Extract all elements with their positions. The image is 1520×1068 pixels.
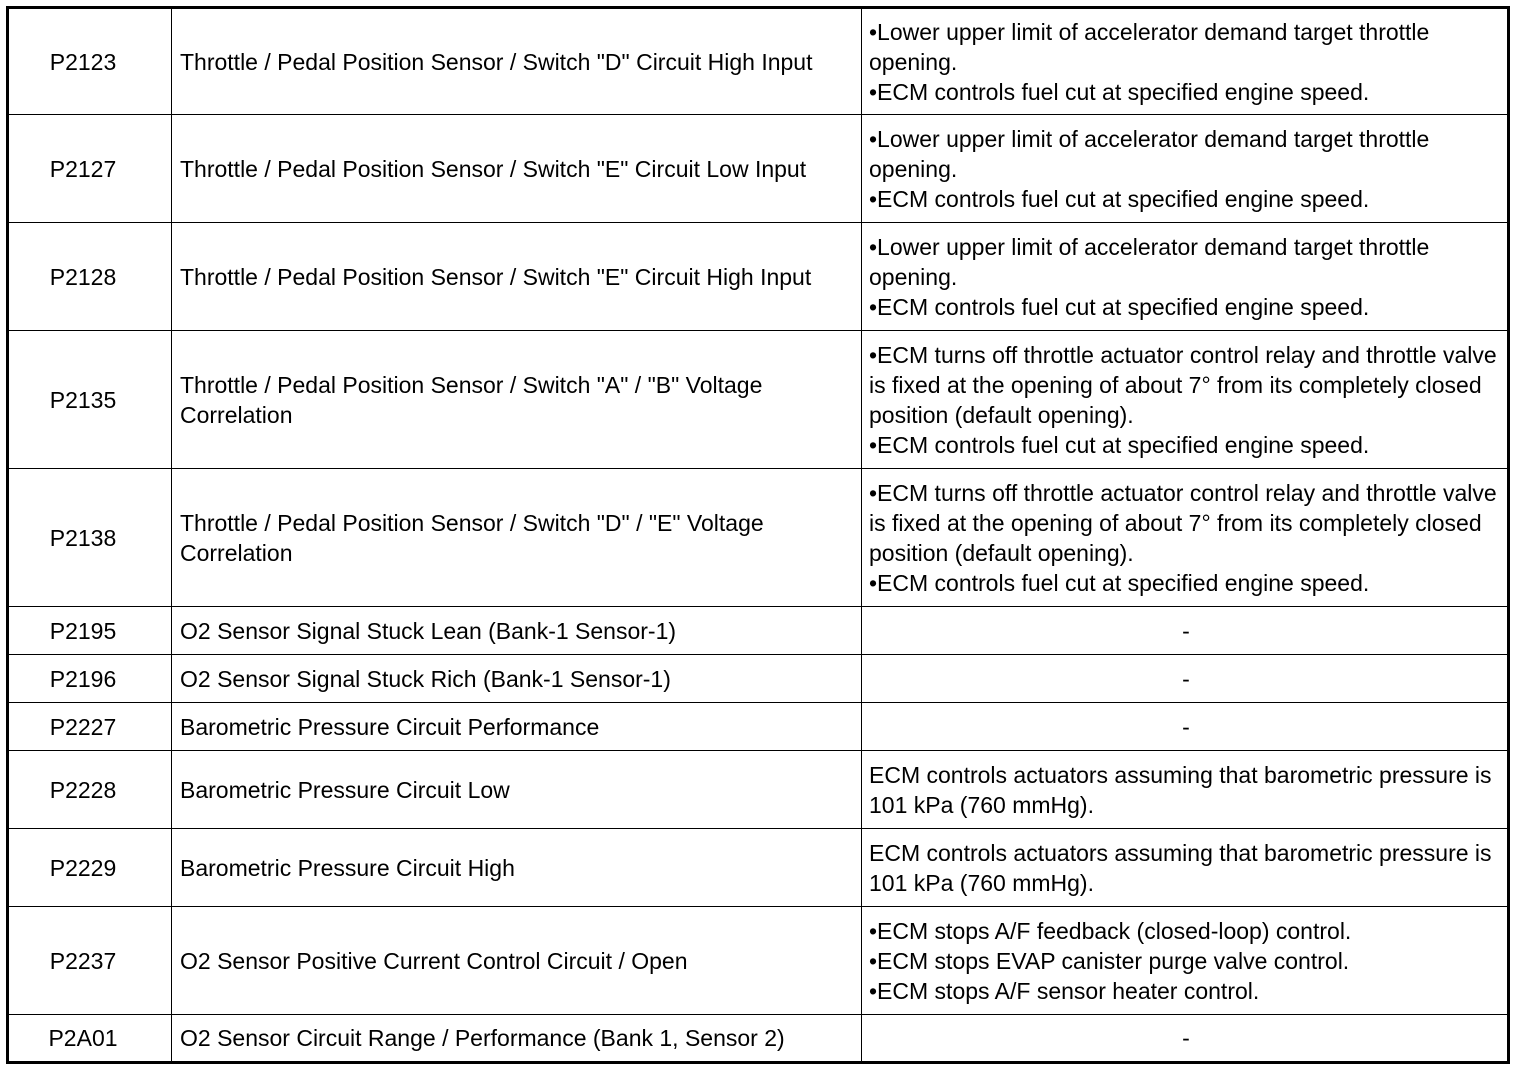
dtc-description-cell: O2 Sensor Signal Stuck Rich (Bank-1 Sensor-1) xyxy=(172,655,862,703)
fail-safe-action-line: •Lower upper limit of accelerator demand target throttle opening. xyxy=(869,125,1430,182)
fail-safe-action-cell xyxy=(862,829,1509,907)
fail-safe-action-line: •ECM turns off throttle actuator control relay and throttle valve is fixed at the opening of about 7° from its completely closed position (default opening). xyxy=(869,479,1497,566)
fail-safe-action-line: •Lower upper limit of accelerator demand target throttle opening. xyxy=(869,18,1430,75)
fail-safe-action-line: - xyxy=(1182,665,1190,692)
fail-safe-action-line: •ECM controls fuel cut at specified engine speed. xyxy=(869,293,1370,320)
dtc-description-cell: O2 Sensor Circuit Range / Performance (Bank 1, Sensor 2) xyxy=(172,1015,862,1063)
fail-safe-action-line: •ECM controls fuel cut at specified engine speed. xyxy=(869,431,1370,458)
dtc-code-cell: P2138 xyxy=(8,469,172,607)
fail-safe-action-cell xyxy=(862,703,1509,751)
dtc-description-cell: Barometric Pressure Circuit Low xyxy=(172,751,862,829)
table-row xyxy=(8,8,1509,115)
fail-safe-action-cell xyxy=(862,907,1509,1015)
fail-safe-action-cell xyxy=(862,223,1509,331)
dtc-code-cell: P2227 xyxy=(8,703,172,751)
table-row xyxy=(8,223,1509,331)
table-row xyxy=(8,469,1509,607)
fail-safe-action-line: •ECM turns off throttle actuator control relay and throttle valve is fixed at the opening of about 7° from its completely closed position (default opening). xyxy=(869,341,1497,428)
dtc-description-cell: Throttle / Pedal Position Sensor / Switch "A" / "B" Voltage Correlation xyxy=(172,331,862,469)
table-row xyxy=(8,655,1509,703)
fail-safe-action-cell xyxy=(862,8,1509,115)
dtc-code-cell: P2229 xyxy=(8,829,172,907)
dtc-description-cell: Throttle / Pedal Position Sensor / Switch "D" / "E" Voltage Correlation xyxy=(172,469,862,607)
dtc-description-cell: Throttle / Pedal Position Sensor / Switch "E" Circuit High Input xyxy=(172,223,862,331)
table-row xyxy=(8,115,1509,223)
dtc-table-body xyxy=(8,8,1509,1063)
fail-safe-action-cell xyxy=(862,331,1509,469)
fail-safe-action-cell xyxy=(862,607,1509,655)
fail-safe-action-line: •ECM stops A/F sensor heater control. xyxy=(869,977,1260,1004)
fail-safe-action-line: •ECM controls fuel cut at specified engine speed. xyxy=(869,78,1370,105)
fail-safe-action-line: •ECM stops EVAP canister purge valve control. xyxy=(869,947,1350,974)
fail-safe-action-line: - xyxy=(1182,617,1190,644)
fail-safe-action-line: ECM controls actuators assuming that barometric pressure is 101 kPa (760 mmHg). xyxy=(869,839,1492,896)
fail-safe-action-line: - xyxy=(1182,713,1190,740)
table-row xyxy=(8,331,1509,469)
fail-safe-action-line: •Lower upper limit of accelerator demand target throttle opening. xyxy=(869,233,1430,290)
dtc-description-cell: Throttle / Pedal Position Sensor / Switch "E" Circuit Low Input xyxy=(172,115,862,223)
table-row xyxy=(8,703,1509,751)
dtc-description-cell: Barometric Pressure Circuit Performance xyxy=(172,703,862,751)
dtc-code-cell: P2A01 xyxy=(8,1015,172,1063)
fail-safe-action-cell xyxy=(862,751,1509,829)
dtc-code-cell: P2127 xyxy=(8,115,172,223)
fail-safe-action-line: •ECM controls fuel cut at specified engine speed. xyxy=(869,569,1370,596)
fail-safe-action-cell xyxy=(862,469,1509,607)
fail-safe-action-line: •ECM stops A/F feedback (closed-loop) control. xyxy=(869,917,1352,944)
fail-safe-action-line: ECM controls actuators assuming that barometric pressure is 101 kPa (760 mmHg). xyxy=(869,761,1492,818)
dtc-code-cell: P2195 xyxy=(8,607,172,655)
fail-safe-action-cell xyxy=(862,115,1509,223)
dtc-description-cell: O2 Sensor Signal Stuck Lean (Bank-1 Sensor-1) xyxy=(172,607,862,655)
dtc-code-cell: P2237 xyxy=(8,907,172,1015)
table-row xyxy=(8,607,1509,655)
dtc-code-cell: P2228 xyxy=(8,751,172,829)
table-row xyxy=(8,829,1509,907)
dtc-description-cell: Barometric Pressure Circuit High xyxy=(172,829,862,907)
fail-safe-action-line: - xyxy=(1182,1025,1190,1051)
dtc-code-cell: P2128 xyxy=(8,223,172,331)
fail-safe-action-cell xyxy=(862,1015,1509,1063)
dtc-description-cell: O2 Sensor Positive Current Control Circuit / Open xyxy=(172,907,862,1015)
dtc-code-cell: P2135 xyxy=(8,331,172,469)
fail-safe-action-cell xyxy=(862,655,1509,703)
table-row xyxy=(8,751,1509,829)
dtc-code-cell: P2196 xyxy=(8,655,172,703)
dtc-description-cell: Throttle / Pedal Position Sensor / Switch "D" Circuit High Input xyxy=(172,8,862,115)
table-row xyxy=(8,907,1509,1015)
fail-safe-action-line: •ECM controls fuel cut at specified engine speed. xyxy=(869,185,1370,212)
dtc-table xyxy=(6,6,1510,1064)
dtc-code-cell: P2123 xyxy=(8,8,172,115)
table-row xyxy=(8,1015,1509,1063)
